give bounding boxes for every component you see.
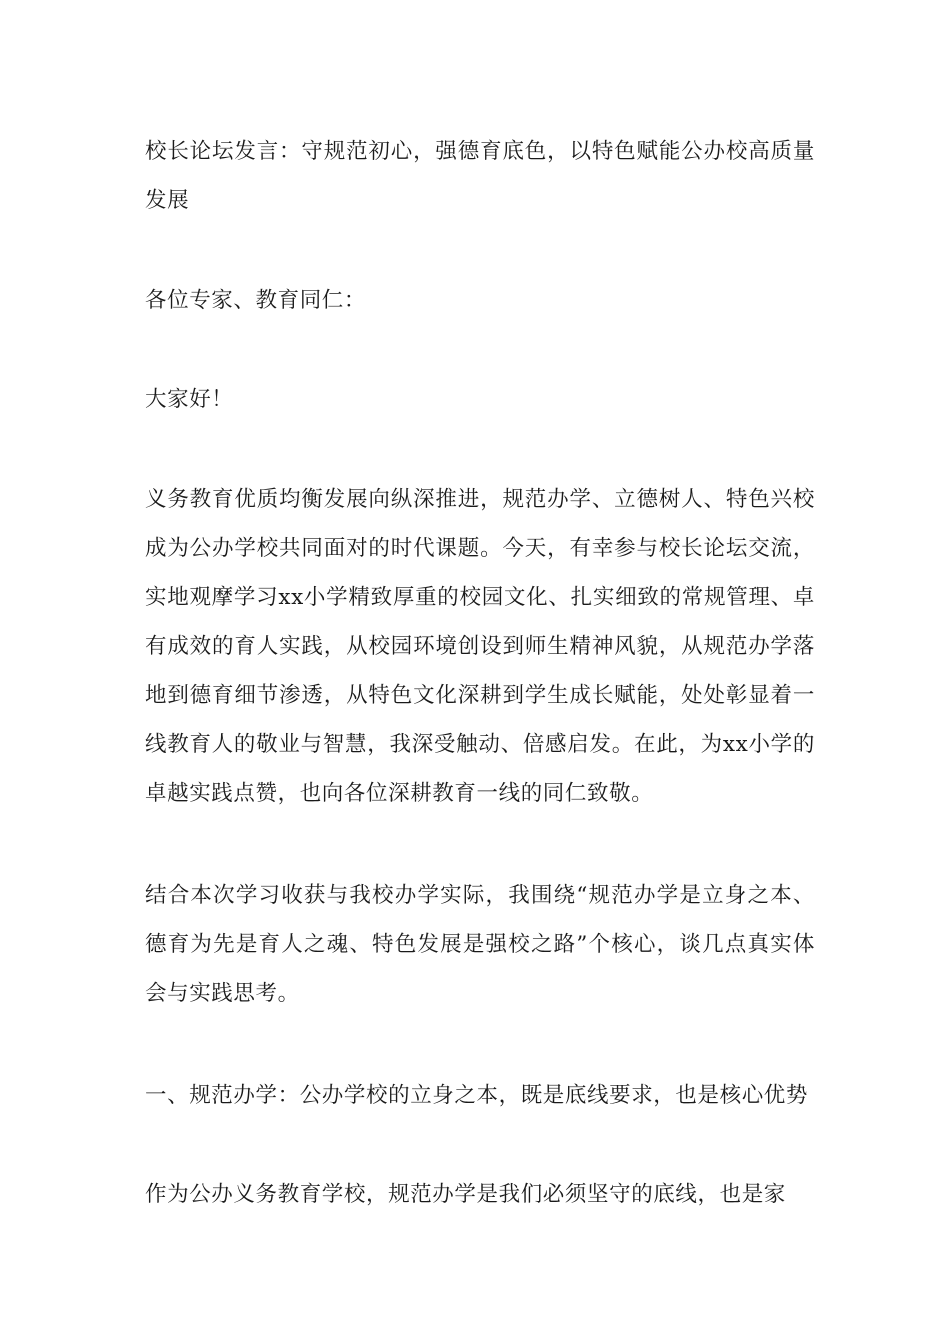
section-heading-1: 一、规范办学：公办学校的立身之本，既是底线要求，也是核心优势 xyxy=(145,1083,809,1108)
paragraph-intro: 义务教育优质均衡发展向纵深推进，规范办学、立德树人、特色兴校成为公办学校共同面对的时代课题。今天，有幸参与校长论坛交流，实地观摩学习xx小学精致厚重的校园文化、扎实细致的常规管理、卓有成效的育人实践，从校园环境创设到师生精神风貌，从规范办学落地到德育细节渗透，从特色文化深耕到学生成长赋能，处处彰显着一线教育人的敬业与智慧，我深受触动、倍感启发。在此，为xx小学的卓越实践点赞，也向各位深耕教育一线的同仁致敬。 xyxy=(145,487,815,806)
greeting: 大家好！ xyxy=(145,387,234,412)
document-title: 校长论坛发言：守规范初心，强德育底色，以特色赋能公办校高质量发展 xyxy=(145,139,815,213)
salutation: 各位专家、教育同仁： xyxy=(145,288,367,313)
paragraph-outline: 结合本次学习收获与我校办学实际，我围绕“规范办学是立身之本、德育为先是育人之魂、特色发展是强校之路”个核心，谈几点真实体会与实践思考。 xyxy=(145,883,815,1006)
paragraph-section-1: 作为公办义务教育学校，规范办学是我们必须坚守的底线，也是家 xyxy=(145,1182,786,1207)
